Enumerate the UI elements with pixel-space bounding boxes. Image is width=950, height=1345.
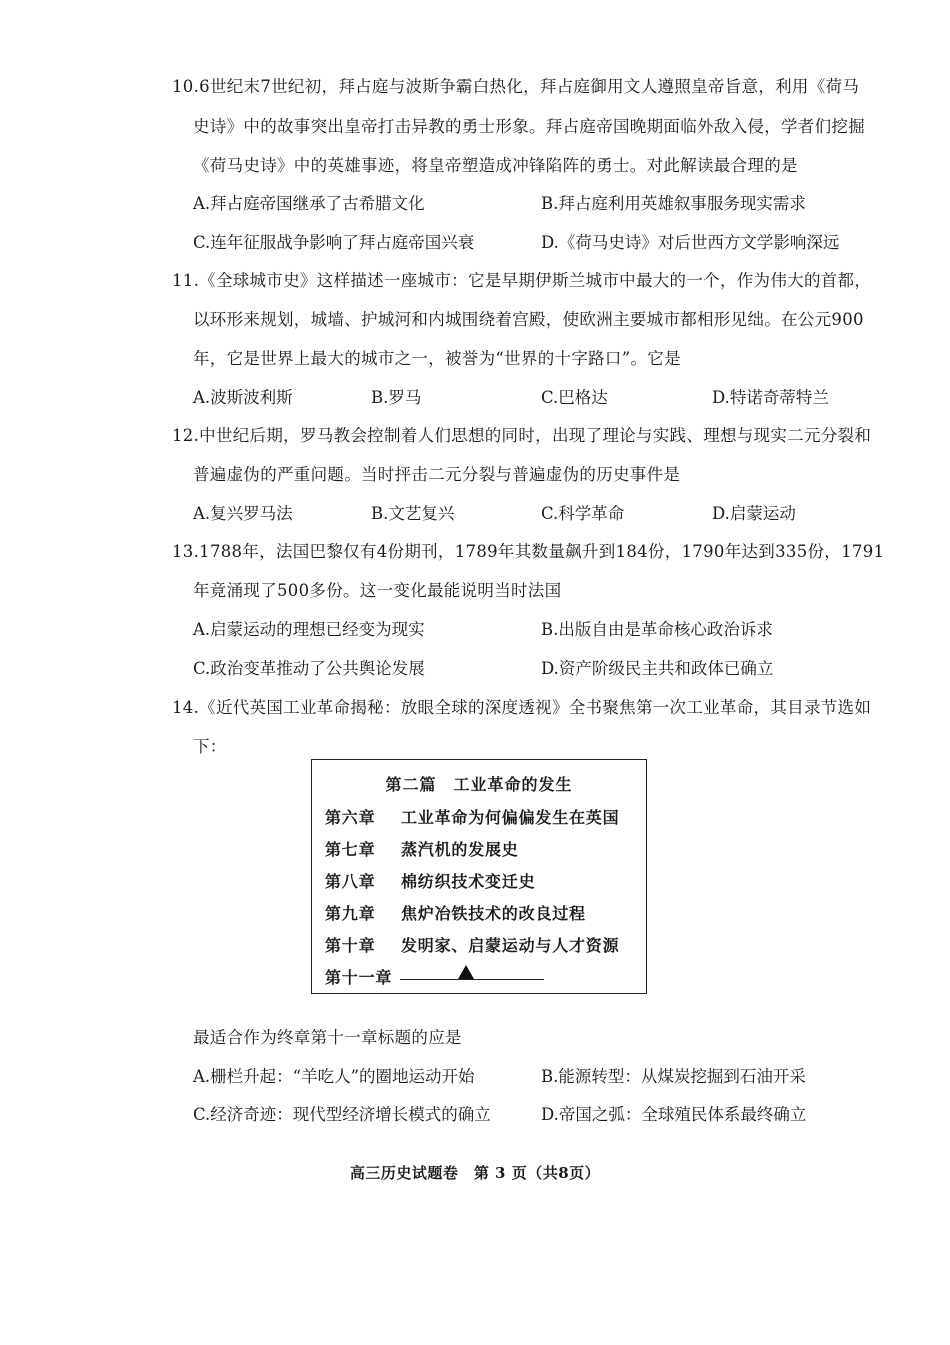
table-of-contents-box <box>311 759 647 994</box>
q12-option-a: A.复兴罗马法 <box>193 504 293 523</box>
toc-chapter-title: 蒸汽机的发展史 <box>401 840 519 859</box>
toc-row <box>325 837 519 860</box>
q10-option-c: C.连年征服战争影响了拜占庭帝国兴衰 <box>193 233 475 252</box>
page-footer: 高三历史试题卷 第 3 页（共8页） <box>349 1164 601 1182</box>
q11-line-3: 年，它是世界上最大的城市之一，被誉为“世界的十字路口”。它是 <box>193 349 681 368</box>
q12-option-b: B.文艺复兴 <box>371 504 455 523</box>
q11-option-a: A.波斯波利斯 <box>193 388 293 407</box>
toc-row <box>325 933 619 956</box>
q11-option-c: C.巴格达 <box>541 388 608 407</box>
q13-line-1: 13.1788年，法国巴黎仅有4份期刊，1789年其数量飙升到184份，1790年达到335份，1791 <box>172 542 885 561</box>
toc-chapter-number: 第十一章 <box>325 968 393 987</box>
toc-chapter-number: 第七章 <box>325 840 376 859</box>
q14-line-2: 下： <box>193 737 227 756</box>
triangle-icon <box>458 965 474 979</box>
q10-line-3: 《荷马史诗》中的英雄事迹，将皇帝塑造成冲锋陷阵的勇士。对此解读最合理的是 <box>193 156 798 175</box>
toc-chapter-title: 发明家、启蒙运动与人才资源 <box>401 936 620 955</box>
q12-line-2: 普遍虚伪的严重问题。当时抨击二元分裂与普遍虚伪的历史事件是 <box>193 465 681 484</box>
toc-chapter-number: 第八章 <box>325 872 376 891</box>
toc-chapter-title: 工业革命为何偏偏发生在英国 <box>401 808 620 827</box>
toc-row <box>325 805 619 828</box>
toc-chapter-title: 焦炉冶铁技术的改良过程 <box>401 904 586 923</box>
answer-blank-line <box>400 979 544 980</box>
q10-option-b: B.拜占庭利用英雄叙事服务现实需求 <box>541 194 806 213</box>
toc-chapter-number: 第九章 <box>325 904 376 923</box>
q13-option-d: D.资产阶级民主共和政体已确立 <box>541 659 774 678</box>
q13-line-2: 年竟涌现了500多份。这一变化最能说明当时法国 <box>193 581 562 600</box>
q11-option-b: B.罗马 <box>371 388 422 407</box>
toc-row <box>325 965 401 988</box>
q12-option-d: D.启蒙运动 <box>712 504 796 523</box>
toc-row <box>325 901 586 924</box>
q13-option-b: B.出版自由是革命核心政治诉求 <box>541 620 773 639</box>
q10-option-d: D.《荷马史诗》对后世西方文学影响深远 <box>541 233 840 252</box>
q14-option-b: B.能源转型：从煤炭挖掘到石油开采 <box>541 1067 806 1086</box>
q11-line-1: 11.《全球城市史》这样描述一座城市：它是早期伊斯兰城市中最大的一个，作为伟大的首都， <box>172 271 872 290</box>
q10-option-a: A.拜占庭帝国继承了古希腊文化 <box>193 194 425 213</box>
q11-line-2: 以环形来规划，城墙、护城河和内城围绕着宫殿，使欧洲主要城市都相形见绌。在公元900 <box>193 310 864 329</box>
q10-line-1: 10.6世纪末7世纪初，拜占庭与波斯争霸白热化，拜占庭御用文人遵照皇帝旨意，利用《荷马 <box>172 77 860 96</box>
toc-chapter-number: 第十章 <box>325 936 376 955</box>
toc-chapter-title: 棉纺织技术变迁史 <box>401 872 536 891</box>
q11-option-d: D.特诺奇蒂特兰 <box>712 388 829 407</box>
q12-line-1: 12.中世纪后期，罗马教会控制着人们思想的同时，出现了理论与实践、理想与现实二元分裂和 <box>172 426 872 445</box>
q14-option-c: C.经济奇迹：现代型经济增长模式的确立 <box>193 1105 491 1124</box>
q14-line-1: 14.《近代英国工业革命揭秘：放眼全球的深度透视》全书聚焦第一次工业革命，其目录节选如 <box>172 698 872 717</box>
q12-option-c: C.科学革命 <box>541 504 625 523</box>
toc-title: 第二篇 工业革命的发生 <box>385 775 573 794</box>
q14-prompt: 最适合作为终章第十一章标题的应是 <box>193 1028 462 1047</box>
q10-line-2: 史诗》中的故事突出皇帝打击异教的勇士形象。拜占庭帝国晚期面临外敌入侵，学者们挖掘 <box>193 117 865 136</box>
toc-chapter-number: 第六章 <box>325 808 376 827</box>
toc-row <box>325 869 535 892</box>
q13-option-c: C.政治变革推动了公共舆论发展 <box>193 659 425 678</box>
q14-option-a: A.栅栏升起：“羊吃人”的圈地运动开始 <box>193 1067 475 1086</box>
q13-option-a: A.启蒙运动的理想已经变为现实 <box>193 620 425 639</box>
q14-option-d: D.帝国之弧：全球殖民体系最终确立 <box>541 1105 807 1124</box>
